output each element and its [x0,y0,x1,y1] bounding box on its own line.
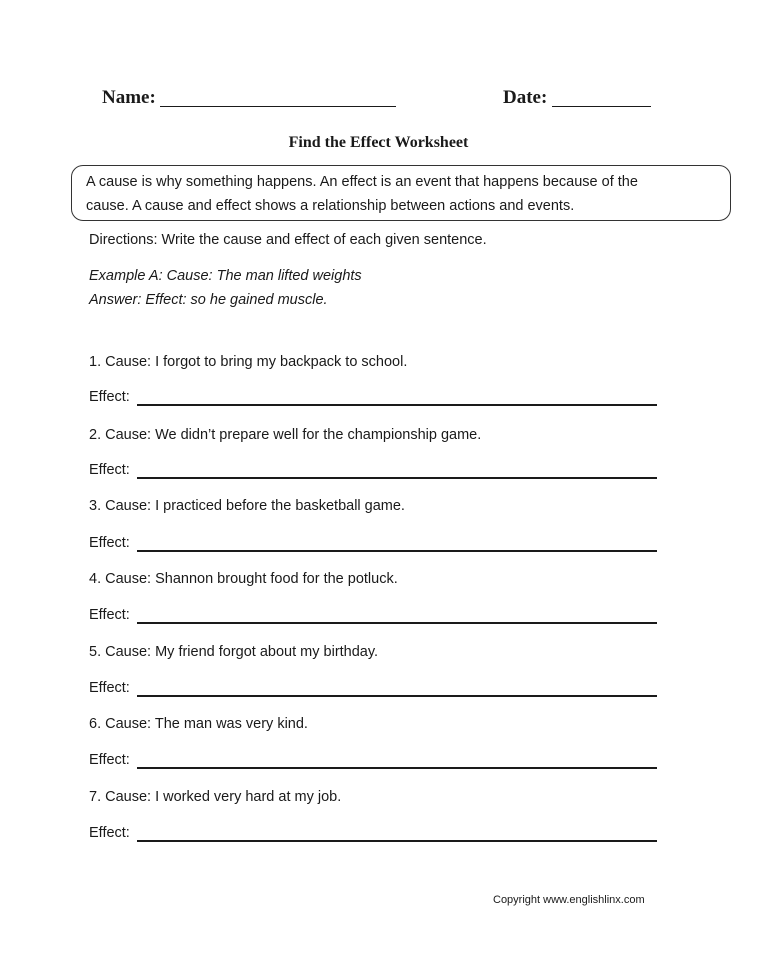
cause-item-1: 1. Cause: I forgot to bring my backpack to school. [89,354,408,370]
effect-answer-line-3[interactable] [137,550,657,552]
date-label: Date: [503,87,548,108]
cause-item-4: 4. Cause: Shannon brought food for the potluck. [89,571,398,587]
effect-label-6: Effect: [89,752,130,768]
directions-text: Directions: Write the cause and effect of each given sentence. [89,232,487,248]
example-cause: Example A: Cause: The man lifted weights [89,268,362,284]
effect-answer-line-1[interactable] [137,404,657,406]
cause-item-3: 3. Cause: I practiced before the basketball game. [89,498,405,514]
cause-item-6: 6. Cause: The man was very kind. [89,716,308,732]
effect-label-7: Effect: [89,825,130,841]
worksheet-title: Find the Effect Worksheet [288,134,469,151]
cause-item-5: 5. Cause: My friend forgot about my birthday. [89,644,379,660]
effect-label-1: Effect: [89,389,130,405]
cause-item-2: 2. Cause: We didn’t prepare well for the championship game. [89,427,482,443]
intro-line-1: A cause is why something happens. An effect is an event that happens because of the [86,174,638,190]
effect-answer-line-7[interactable] [137,840,657,842]
copyright-text: Copyright www.englishlinx.com [493,894,645,906]
effect-label-3: Effect: [89,535,130,551]
effect-answer-line-2[interactable] [137,477,657,479]
effect-answer-line-4[interactable] [137,622,657,624]
effect-label-5: Effect: [89,680,130,696]
effect-label-4: Effect: [89,607,130,623]
effect-label-2: Effect: [89,462,130,478]
name-label: Name: [102,87,156,108]
date-field[interactable] [552,106,651,107]
effect-answer-line-5[interactable] [137,695,657,697]
example-answer: Answer: Effect: so he gained muscle. [89,292,328,308]
cause-item-7: 7. Cause: I worked very hard at my job. [89,789,342,805]
effect-answer-line-6[interactable] [137,767,657,769]
intro-line-2: cause. A cause and effect shows a relationship between actions and events. [86,198,575,214]
name-field[interactable] [160,106,396,107]
